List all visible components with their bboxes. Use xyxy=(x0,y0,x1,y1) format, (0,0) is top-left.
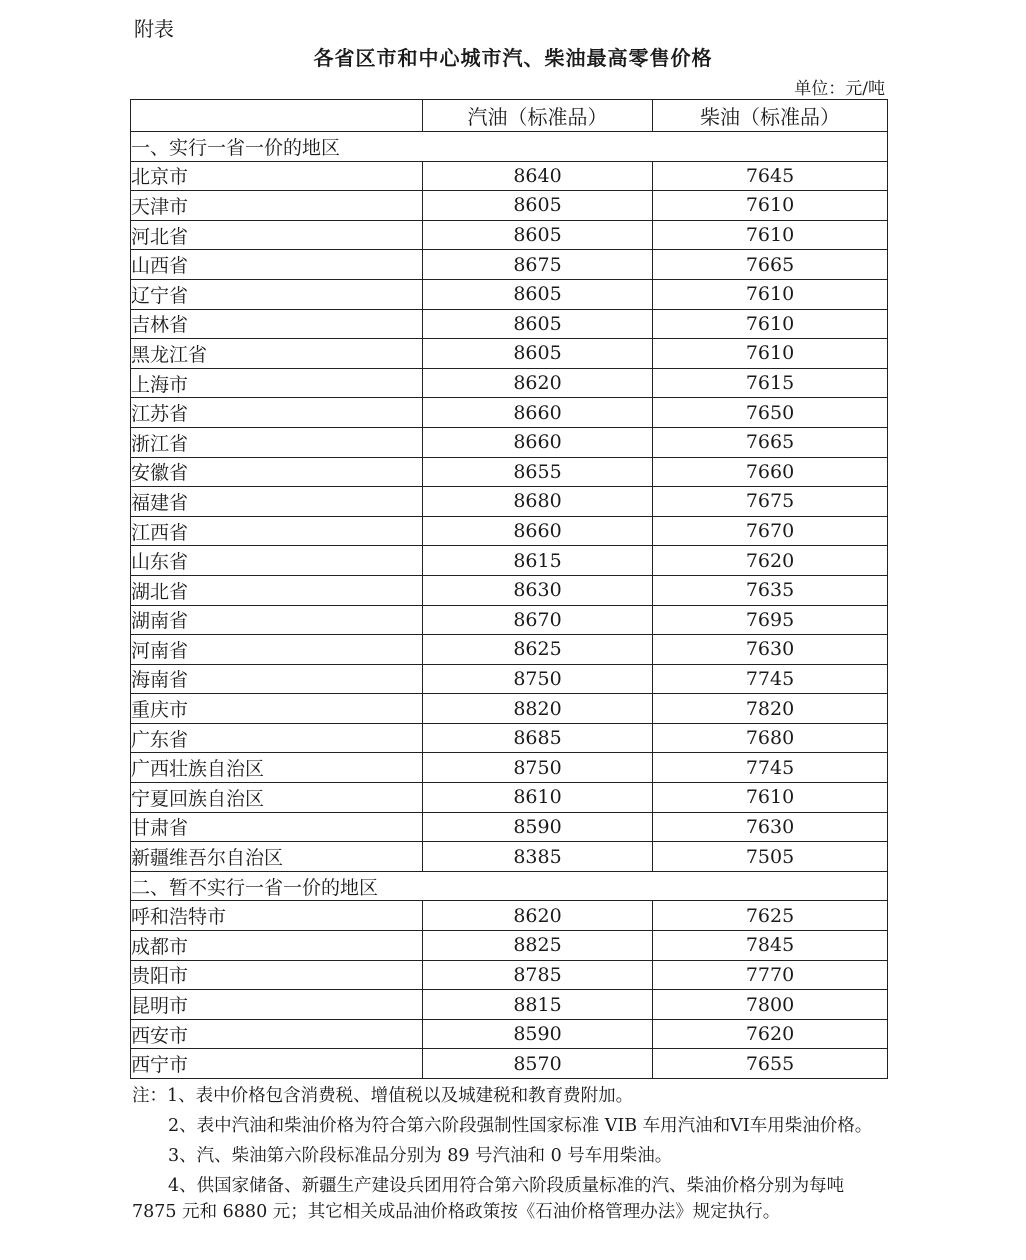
gasoline-price: 8685 xyxy=(423,723,653,753)
region-name: 宁夏回族自治区 xyxy=(131,783,423,813)
region-name: 广西壮族自治区 xyxy=(131,753,423,783)
region-name: 黑龙江省 xyxy=(131,339,423,369)
region-name: 江苏省 xyxy=(131,398,423,428)
gasoline-price: 8625 xyxy=(423,635,653,665)
gasoline-price: 8620 xyxy=(423,901,653,931)
diesel-price: 7800 xyxy=(653,990,888,1020)
gasoline-price: 8570 xyxy=(423,1049,653,1079)
table-row xyxy=(131,398,888,428)
region-name: 西安市 xyxy=(131,1019,423,1049)
diesel-price: 7610 xyxy=(653,309,888,339)
region-name: 上海市 xyxy=(131,368,423,398)
table-row xyxy=(131,220,888,250)
table-row xyxy=(131,191,888,221)
gasoline-price: 8605 xyxy=(423,309,653,339)
header-gasoline: 汽油（标准品） xyxy=(423,100,653,132)
diesel-price: 7660 xyxy=(653,457,888,487)
diesel-price: 7680 xyxy=(653,723,888,753)
diesel-price: 7770 xyxy=(653,960,888,990)
gasoline-price: 8750 xyxy=(423,664,653,694)
gasoline-price: 8615 xyxy=(423,546,653,576)
region-name: 福建省 xyxy=(131,487,423,517)
region-name: 山西省 xyxy=(131,250,423,280)
table-row xyxy=(131,279,888,309)
diesel-price: 7610 xyxy=(653,279,888,309)
region-name: 成都市 xyxy=(131,931,423,961)
table-row xyxy=(131,931,888,961)
unit-label: 单位：元/吨 xyxy=(794,79,885,99)
table-body xyxy=(131,132,888,1079)
region-name: 湖南省 xyxy=(131,605,423,635)
region-name: 甘肃省 xyxy=(131,812,423,842)
region-name: 昆明市 xyxy=(131,990,423,1020)
diesel-price: 7675 xyxy=(653,487,888,517)
table-row xyxy=(131,990,888,1020)
diesel-price: 7610 xyxy=(653,783,888,813)
header-region xyxy=(131,100,423,132)
note-3: 3、汽、柴油第六阶段标准品分别为 89 号汽油和 0 号车用柴油。 xyxy=(168,1146,673,1166)
table-row xyxy=(131,753,888,783)
gasoline-price: 8385 xyxy=(423,842,653,872)
table-row xyxy=(131,960,888,990)
table-row xyxy=(131,161,888,191)
table-row xyxy=(131,783,888,813)
gasoline-price: 8640 xyxy=(423,161,653,191)
table-row xyxy=(131,250,888,280)
gasoline-price: 8590 xyxy=(423,1019,653,1049)
table-row xyxy=(131,487,888,517)
region-name: 贵阳市 xyxy=(131,960,423,990)
region-name: 安徽省 xyxy=(131,457,423,487)
gasoline-price: 8605 xyxy=(423,220,653,250)
region-name: 浙江省 xyxy=(131,427,423,457)
diesel-price: 7695 xyxy=(653,605,888,635)
diesel-price: 7630 xyxy=(653,812,888,842)
diesel-price: 7845 xyxy=(653,931,888,961)
diesel-price: 7650 xyxy=(653,398,888,428)
region-name: 吉林省 xyxy=(131,309,423,339)
diesel-price: 7665 xyxy=(653,427,888,457)
table-row xyxy=(131,694,888,724)
gasoline-price: 8660 xyxy=(423,427,653,457)
region-name: 广东省 xyxy=(131,723,423,753)
table-header-row xyxy=(131,100,888,132)
diesel-price: 7610 xyxy=(653,339,888,369)
gasoline-price: 8655 xyxy=(423,457,653,487)
section-heading: 二、暂不实行一省一价的地区 xyxy=(131,871,888,901)
diesel-price: 7505 xyxy=(653,842,888,872)
diesel-price: 7645 xyxy=(653,161,888,191)
note-1: 注：1、表中价格包含消费税、增值税以及城建税和教育费附加。 xyxy=(132,1086,634,1106)
table-row xyxy=(131,546,888,576)
region-name: 新疆维吾尔自治区 xyxy=(131,842,423,872)
table-row xyxy=(131,605,888,635)
gasoline-price: 8610 xyxy=(423,783,653,813)
header-diesel: 柴油（标准品） xyxy=(653,100,888,132)
gasoline-price: 8680 xyxy=(423,487,653,517)
region-name: 山东省 xyxy=(131,546,423,576)
diesel-price: 7620 xyxy=(653,546,888,576)
diesel-price: 7745 xyxy=(653,664,888,694)
gasoline-price: 8785 xyxy=(423,960,653,990)
page-title: 各省区市和中心城市汽、柴油最高零售价格 xyxy=(313,46,713,70)
annex-label: 附表 xyxy=(134,17,174,41)
section-heading: 一、实行一省一价的地区 xyxy=(131,132,888,162)
region-name: 河南省 xyxy=(131,635,423,665)
table-row xyxy=(131,812,888,842)
gasoline-price: 8815 xyxy=(423,990,653,1020)
diesel-price: 7620 xyxy=(653,1019,888,1049)
table-row xyxy=(131,339,888,369)
table-row xyxy=(131,1049,888,1079)
diesel-price: 7610 xyxy=(653,220,888,250)
gasoline-price: 8605 xyxy=(423,191,653,221)
gasoline-price: 8605 xyxy=(423,339,653,369)
diesel-price: 7610 xyxy=(653,191,888,221)
table-row xyxy=(131,723,888,753)
diesel-price: 7630 xyxy=(653,635,888,665)
diesel-price: 7615 xyxy=(653,368,888,398)
diesel-price: 7625 xyxy=(653,901,888,931)
region-name: 江西省 xyxy=(131,516,423,546)
gasoline-price: 8620 xyxy=(423,368,653,398)
section-heading-row xyxy=(131,132,888,162)
table-row xyxy=(131,664,888,694)
diesel-price: 7635 xyxy=(653,575,888,605)
region-name: 重庆市 xyxy=(131,694,423,724)
diesel-price: 7665 xyxy=(653,250,888,280)
table-row xyxy=(131,457,888,487)
diesel-price: 7655 xyxy=(653,1049,888,1079)
region-name: 天津市 xyxy=(131,191,423,221)
table-row xyxy=(131,842,888,872)
gasoline-price: 8660 xyxy=(423,398,653,428)
table-row xyxy=(131,575,888,605)
table-row xyxy=(131,1019,888,1049)
note-4: 4、供国家储备、新疆生产建设兵团用符合第六阶段质量标准的汽、柴油价格分别为每吨 7875 元和 6880 元；其它相关成品油价格政策按《石油价格管理办法》规定执行。 xyxy=(132,1176,845,1222)
table-row xyxy=(131,309,888,339)
region-name: 呼和浩特市 xyxy=(131,901,423,931)
region-name: 河北省 xyxy=(131,220,423,250)
region-name: 北京市 xyxy=(131,161,423,191)
table-row xyxy=(131,901,888,931)
gasoline-price: 8825 xyxy=(423,931,653,961)
diesel-price: 7670 xyxy=(653,516,888,546)
gasoline-price: 8590 xyxy=(423,812,653,842)
gasoline-price: 8750 xyxy=(423,753,653,783)
table-row xyxy=(131,368,888,398)
note-2: 2、表中汽油和柴油价格为符合第六阶段强制性国家标准 VIB 车用汽油和VI车用柴油价格。 xyxy=(168,1116,873,1136)
gasoline-price: 8670 xyxy=(423,605,653,635)
diesel-price: 7745 xyxy=(653,753,888,783)
region-name: 海南省 xyxy=(131,664,423,694)
section-heading-row xyxy=(131,871,888,901)
region-name: 湖北省 xyxy=(131,575,423,605)
table-row xyxy=(131,427,888,457)
region-name: 辽宁省 xyxy=(131,279,423,309)
table-row xyxy=(131,516,888,546)
region-name: 西宁市 xyxy=(131,1049,423,1079)
price-table xyxy=(130,99,888,1079)
gasoline-price: 8660 xyxy=(423,516,653,546)
table-row xyxy=(131,635,888,665)
notes xyxy=(132,1083,887,1229)
gasoline-price: 8675 xyxy=(423,250,653,280)
gasoline-price: 8630 xyxy=(423,575,653,605)
diesel-price: 7820 xyxy=(653,694,888,724)
gasoline-price: 8820 xyxy=(423,694,653,724)
gasoline-price: 8605 xyxy=(423,279,653,309)
